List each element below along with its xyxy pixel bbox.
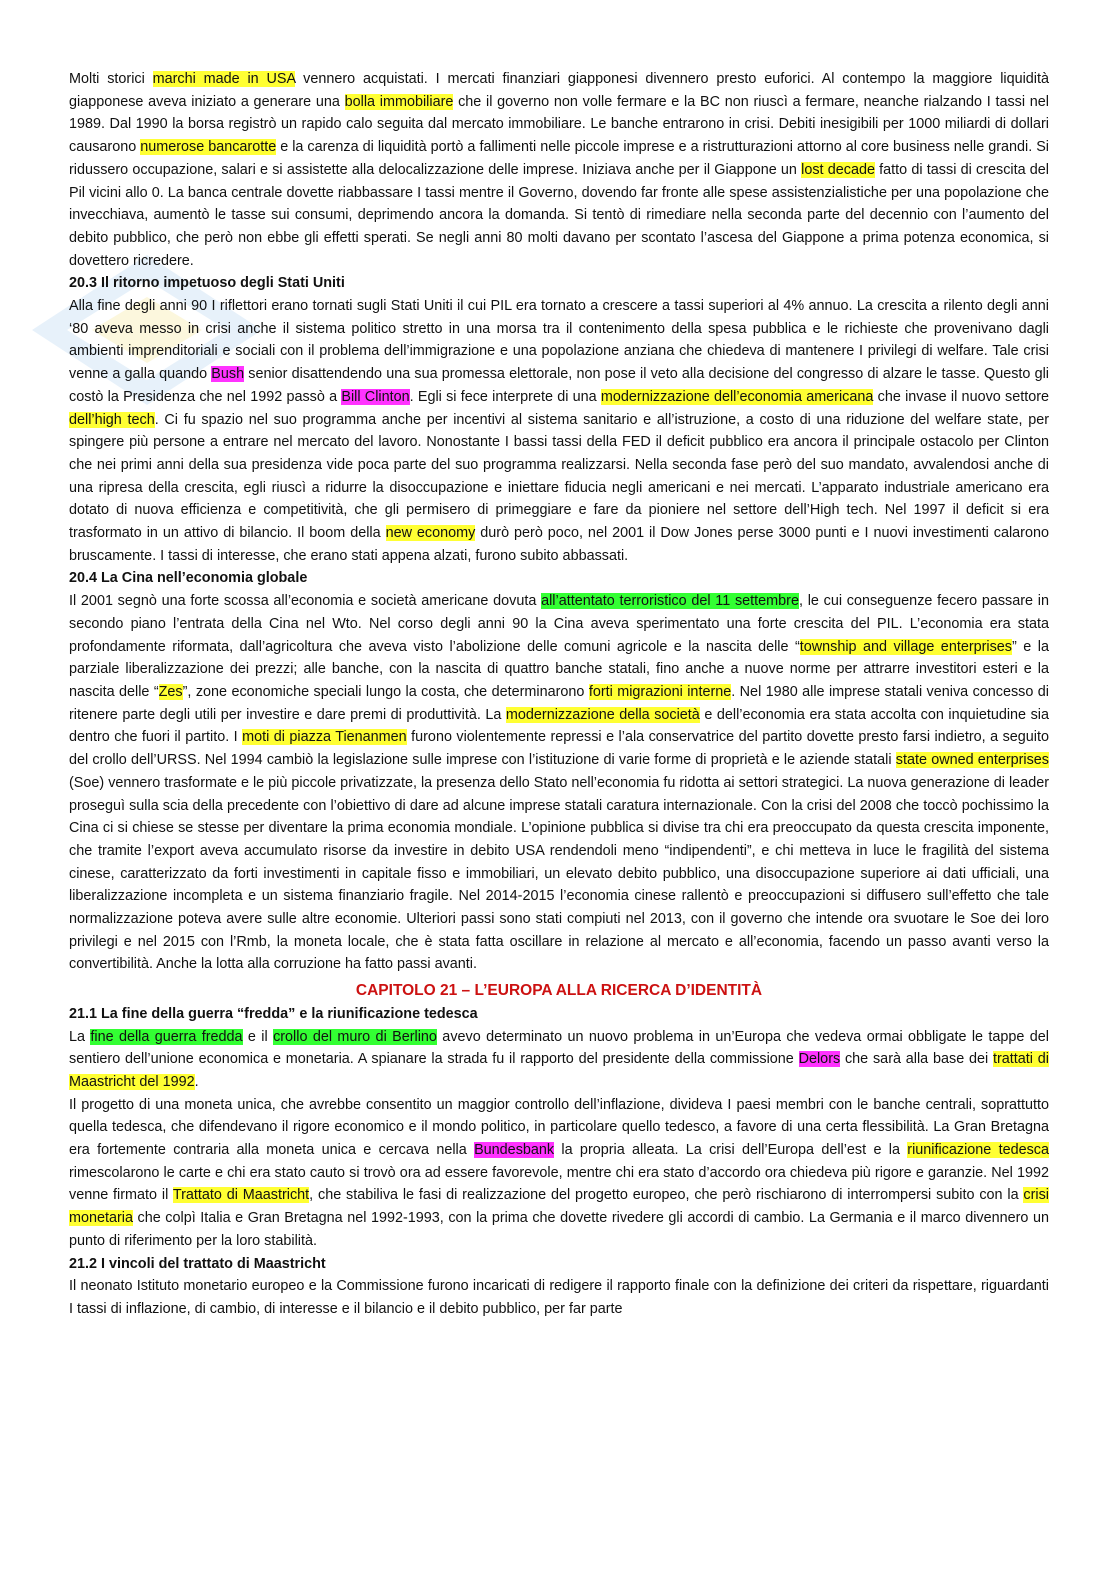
highlight: Delors: [798, 1051, 841, 1068]
paragraph-china: Il 2001 segnò una forte scossa all’economia e società americane dovuta all’attentato terroristico del 11 settembre, le cui conseguenze fecero passare in secondo piano l’entrata della Cina nel Wto. Nel corso degli anni 90 la Cina aveva sperimentato una forte crescita del PIL. L’economia era stata profondamente riformata, dall’agricoltura che aveva visto l’abolizione delle comuni agricole e la nascita delle “township and village enterprises” e la parziale liberalizzazione dei prezzi; alle banche, con la nascita di quattro banche statali, fino anche a nuove norme per attrarre investitori esteri e la nascita delle “Zes”, zone economiche speciali lungo la costa, che determinarono forti migrazioni interne. Nel 1980 alle imprese statali veniva concesso di ritenere parte degli utili per investire e dare premi di produttività. La modernizzazione della società e dell’economia era stata accolta con inquietudine sia dentro che fuori il partito. I moti di piazza Tienanmen furono violentemente repressi e l’ala conservatrice del partito dovette presto farsi indietro, a seguito del crollo dell’URSS. Nel 1994 cambiò la legislazione sulle imprese con l’istituzione di varie forme di proprietà e le aziende statali state owned enterprises (Soe) vennero trasformate e le più piccole privatizzate, la presenza dello Stato nell’economia fu ridotta ai settori strategici. La nuova generazione di leader proseguì sulla scia della precedente con l’obiettivo di dare ad alcune imprese statali caratura internazionale. Con la crisi del 2008 che toccò pochissimo la Cina ci si chiese se stesse per diventare la prima economia mondiale. L’opinione pubblica si divise tra chi era preoccupato da questa crescita imponente, che tramite l’export aveva accumulato risorse da investire in debito USA rendendoli meno “indipendenti”, e chi metteva in luce le fragilità del sistema cinese, caratterizzato da forti investimenti in capitale fisso e immobiliari, un elevato debito pubblico, una disoccupazione superiore ai dati ufficiali, una liberalizzazione incompleta e un sistema finanziario fragile. Nel 2014-2015 l’economia cinese rallentò e preoccupazioni si diffusero sull’effetto che tale normalizzazione poteva avere sulle altre economie. Ulteriori passi sono stati compiuti nel 2013, con il governo che intende ora svuotare le Soe dei loro privilegi e nel 2015 con l’Rmb, la moneta locale, che è stata fatta oscillare in relazione al mercato e all’economia, facendo un passo avanti verso la convertibilità. Anche la lotta alla corruzione ha fatto passi avanti.: [69, 593, 1049, 973]
highlight: all’attentato terroristico del 11 settembre: [541, 593, 799, 610]
highlight: lost decade: [801, 161, 875, 178]
chapter-title: CAPITOLO 21 – L’EUROPA ALLA RICERCA D’IDENTITÀ: [355, 982, 763, 1000]
highlight: Zes: [158, 683, 183, 700]
section-heading-20-4: 20.4 La Cina nell’economia globale: [69, 570, 308, 587]
document-body: [69, 68, 1049, 1321]
highlight: Bill Clinton: [341, 388, 410, 405]
highlight: dell’high tech: [69, 411, 155, 428]
highlight: riunificazione tedesca: [907, 1142, 1050, 1159]
highlight: bolla immobiliare: [344, 93, 454, 110]
paragraph-japan: Molti storici marchi made in USA vennero acquistati. I mercati finanziari giapponesi divennero presto euforici. Al contempo la maggiore liquidità giapponese aveva iniziato a generare una bolla immobiliare che il governo non volle fermare e la BC non riuscì a fermare, neanche rialzando I tassi nel 1989. Dal 1990 la borsa registrò un rapido calo seguita dal mercato immobiliare. Le banche entrarono in crisi. Debiti inesigibili per 1000 miliardi di dollari causarono numerose bancarotte e la carenza di liquidità portò a fallimenti nelle piccole imprese e a ristrutturazioni attorno al core business nelle grandi. Si ridussero occupazione, salari e si assistette alla delocalizzazione delle imprese. Iniziava anche per il Giappone un lost decade fatto di tassi di crescita del Pil vicini allo 0. La banca centrale dovette riabbassare I tassi mentre il Governo, dovendo far fronte alle spese assistenzialistiche per una popolazione che invecchiava, aumentò le tasse sui consumi, deprimendo ancora la domanda. Si tentò di rimediare nella seconda parte del decennio con l’aumento del debito pubblico, che però non ebbe gli effetti sperati. Se negli anni 80 molti davano per scontato l’ascesa del Giappone a prima potenza economica, si dovettero ricredere.: [69, 71, 1050, 269]
highlight: moti di piazza Tienanmen: [242, 729, 407, 746]
highlight: new economy: [385, 525, 476, 542]
highlight: modernizzazione della società: [505, 706, 700, 723]
highlight: crisi monetaria: [69, 1187, 1049, 1227]
highlight: state owned enterprises: [895, 752, 1049, 769]
highlight: crollo del muro di Berlino: [273, 1028, 437, 1045]
highlight: forti migrazioni interne: [588, 683, 732, 700]
highlight: fine della guerra fredda: [90, 1028, 243, 1045]
highlight: Bush: [211, 366, 245, 383]
section-heading-20-3: 20.3 Il ritorno impetuoso degli Stati Uniti: [69, 275, 345, 292]
highlight: Trattato di Maastricht: [172, 1187, 310, 1204]
section-heading-21-2: 21.2 I vincoli del trattato di Maastricht: [69, 1255, 326, 1272]
highlight: marchi made in USA: [152, 71, 296, 87]
paragraph-cold-war: La fine della guerra fredda e il crollo del muro di Berlino avevo determinato un nuovo problema in un’Europa che vedeva ormai obbligate le tappe del sentiero dell’unione economica e monetaria. A spianare la strada fu il rapporto del presidente della commissione Delors che sarà alla base dei trattati di Maastricht del 1992.: [69, 1028, 1049, 1090]
highlight: trattati di Maastricht del 1992: [69, 1051, 1049, 1090]
highlight: Bundesbank: [474, 1142, 555, 1159]
highlight: township and village enterprises: [799, 638, 1012, 655]
section-heading-21-1: 21.1 La fine della guerra “fredda” e la riunificazione tedesca: [69, 1005, 478, 1022]
paragraph-usa: Alla fine degli anni 90 I riflettori erano tornati sugli Stati Uniti il cui PIL era tornato a crescere a tassi superiori al 4% annuo. La crescita a rilento degli anni ‘80 aveva messo in crisi anche il sistema politico stretto in una morsa tra il contenimento della spesa pubblica e le richieste che provenivano dagli ambienti imprenditoriali e sociali con il problema dell’immigrazione e una popolazione anziana che chiedeva di mantenere I privilegi di welfare. Tale crisi venne a galla quando Bush senior disattendendo una sua promessa elettorale, non pose il veto alla decisione del congresso di alzare le tasse. Questo gli costò la Presidenza che nel 1992 passò a Bill Clinton. Egli si fece interprete di una modernizzazione dell’economia americana che invase il nuovo settore dell’high tech. Ci fu spazio nel suo programma anche per incentivi al sistema sanitario e all’istruzione, a costo di una riduzione del welfare state, per spingere più persone a entrare nel mercato del lavoro. Nonostante I bassi tassi della FED il deficit pubblico era ancora il principale ostacolo per Clinton che nei primi anni della sua presidenza vide poca parte del suo programma realizzarsi. Nella seconda fase però del suo mandato, avvalendosi anche di una ripresa della crescita, egli riuscì a ridurre la disoccupazione e iniettare fiducia negli americani e nei mercati. L’apparato industriale americano era dotato di nuova efficienza e competitività, che gli permisero di primeggiare e fare da pioniere nel settore dell’High tech. Nel 1997 il deficit si era trasformato in un attivo di bilancio. Il boom della new economy durò però poco, nel 2001 il Dow Jones perse 3000 punti e I nuovi investimenti calarono bruscamente. I tassi di interesse, che erano stati appena alzati, furono subito abbassati.: [69, 298, 1050, 564]
paragraph-single-currency: Il progetto di una moneta unica, che avrebbe consentito un maggior controllo dell’inflazione, divideva I paesi membri con le banche centrali, soprattutto quella tedesca, che difendevano il rigore economico e il mondo politico, in particolare quello tedesco, a favore di una certa flessibilità. La Gran Bretagna era fortemente contraria alla moneta unica e cercava nella Bundesbank la propria alleata. La crisi dell’Europa dell’est e la riunificazione tedesca rimescolarono le carte e chi era stato cauto si trovò ora ad essere favorevole, mentre chi era stato d’accordo ora chiedeva più rigore e garanzie. Nel 1992 venne firmato il Trattato di Maastricht, che stabiliva le fasi di realizzazione del progetto europeo, che però rischiarono di interrompersi subito con la crisi monetaria che colpì Italia e Gran Bretagna nel 1992-1993, con la prima che dovette rivedere gli accordi di cambio. La Germania e il marco divennero un punto di riferimento per la loro stabilità.: [69, 1096, 1050, 1249]
highlight: numerose bancarotte: [140, 139, 277, 156]
paragraph-maastricht: Il neonato Istituto monetario europeo e la Commissione furono incaricati di redigere il rapporto finale con la definizione dei criteri da rispettare, riguardanti I tassi di inflazione, di cambio, di interesse e il bilancio e il debito pubblico, per far parte: [69, 1278, 1049, 1317]
highlight: modernizzazione dell’economia americana: [600, 388, 874, 405]
